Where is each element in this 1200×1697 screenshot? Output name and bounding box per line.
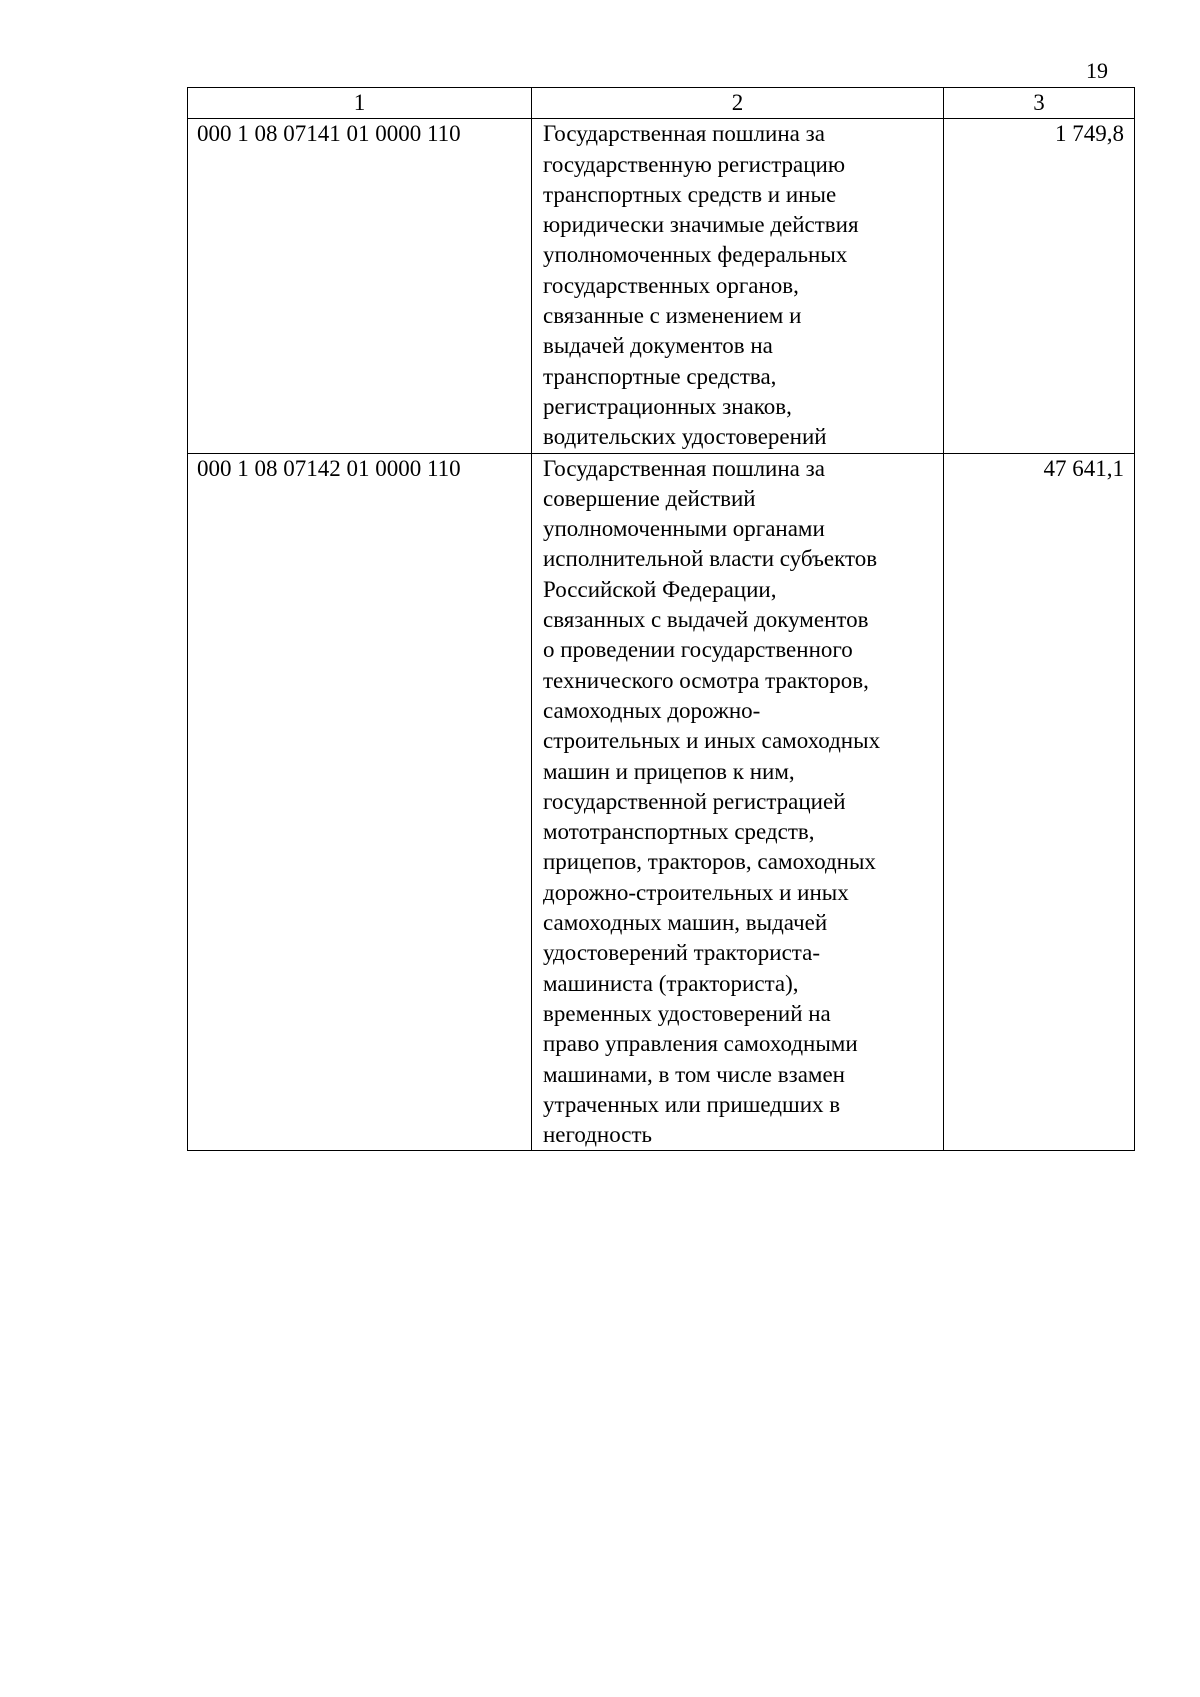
description-line: государственных органов,	[543, 272, 799, 298]
description-line: водительских удостоверений	[543, 424, 827, 450]
description-line: выдачей документов на	[543, 333, 773, 359]
header-cell-3: 3	[944, 88, 1135, 119]
description-line: мототранспортных средств,	[543, 819, 815, 845]
description-line: связанных с выдачей документов	[543, 607, 869, 633]
description-line: право управления самоходными	[543, 1031, 858, 1057]
table-body	[188, 119, 1135, 1151]
header-cell-1: 1	[188, 88, 532, 119]
budget-table	[187, 87, 1135, 1151]
header-row	[188, 88, 1135, 119]
description-cell	[532, 453, 944, 1151]
description-line: Государственная пошлина за	[543, 455, 825, 481]
amount-cell: 1 749,8	[944, 119, 1135, 453]
description-line: уполномоченными органами	[543, 516, 825, 542]
description-line: регистрационных знаков,	[543, 393, 792, 419]
description-line: технического осмотра тракторов,	[543, 667, 869, 693]
description-line: исполнительной власти субъектов	[543, 546, 878, 572]
description-line: государственной регистрацией	[543, 788, 846, 814]
description-line: совершение действий	[543, 485, 756, 511]
description-line: самоходных дорожно-	[543, 697, 761, 723]
description-line: о проведении государственного	[543, 637, 853, 663]
description-line: машин и прицепов к ним,	[543, 758, 795, 784]
description-line: связанные с изменением и	[543, 303, 802, 329]
description-line: прицепов, тракторов, самоходных	[543, 849, 876, 875]
description-line: временных удостоверений на	[543, 1000, 831, 1026]
income-code-cell: 000 1 08 07142 01 0000 110	[188, 453, 532, 1151]
description-line: самоходных машин, выдачей	[543, 910, 828, 936]
amount-cell: 47 641,1	[944, 453, 1135, 1151]
description-line: машинами, в том числе взамен	[543, 1061, 845, 1087]
description-line: машиниста (тракториста),	[543, 970, 799, 996]
description-line: Российской Федерации,	[543, 576, 777, 602]
page-number: 19	[1086, 58, 1108, 83]
income-code-cell: 000 1 08 07141 01 0000 110	[188, 119, 532, 453]
description-line: государственную регистрацию	[543, 151, 846, 177]
table-row	[188, 453, 1135, 1151]
header-cell-2: 2	[532, 88, 944, 119]
description-line: дорожно-строительных и иных	[543, 879, 849, 905]
table-header	[188, 88, 1135, 119]
description-line: юридически значимые действия	[543, 212, 859, 238]
description-line: транспортных средств и иные	[543, 181, 837, 207]
description-cell	[532, 119, 944, 453]
description-line: Государственная пошлина за	[543, 121, 825, 147]
description-line: утраченных или пришедших в	[543, 1091, 841, 1117]
table-row	[188, 119, 1135, 453]
description-line: транспортные средства,	[543, 363, 777, 389]
description-line: уполномоченных федеральных	[543, 242, 848, 268]
description-line: негодность	[543, 1122, 653, 1148]
description-line: удостоверений тракториста-	[543, 940, 820, 966]
description-line: строительных и иных самоходных	[543, 728, 881, 754]
